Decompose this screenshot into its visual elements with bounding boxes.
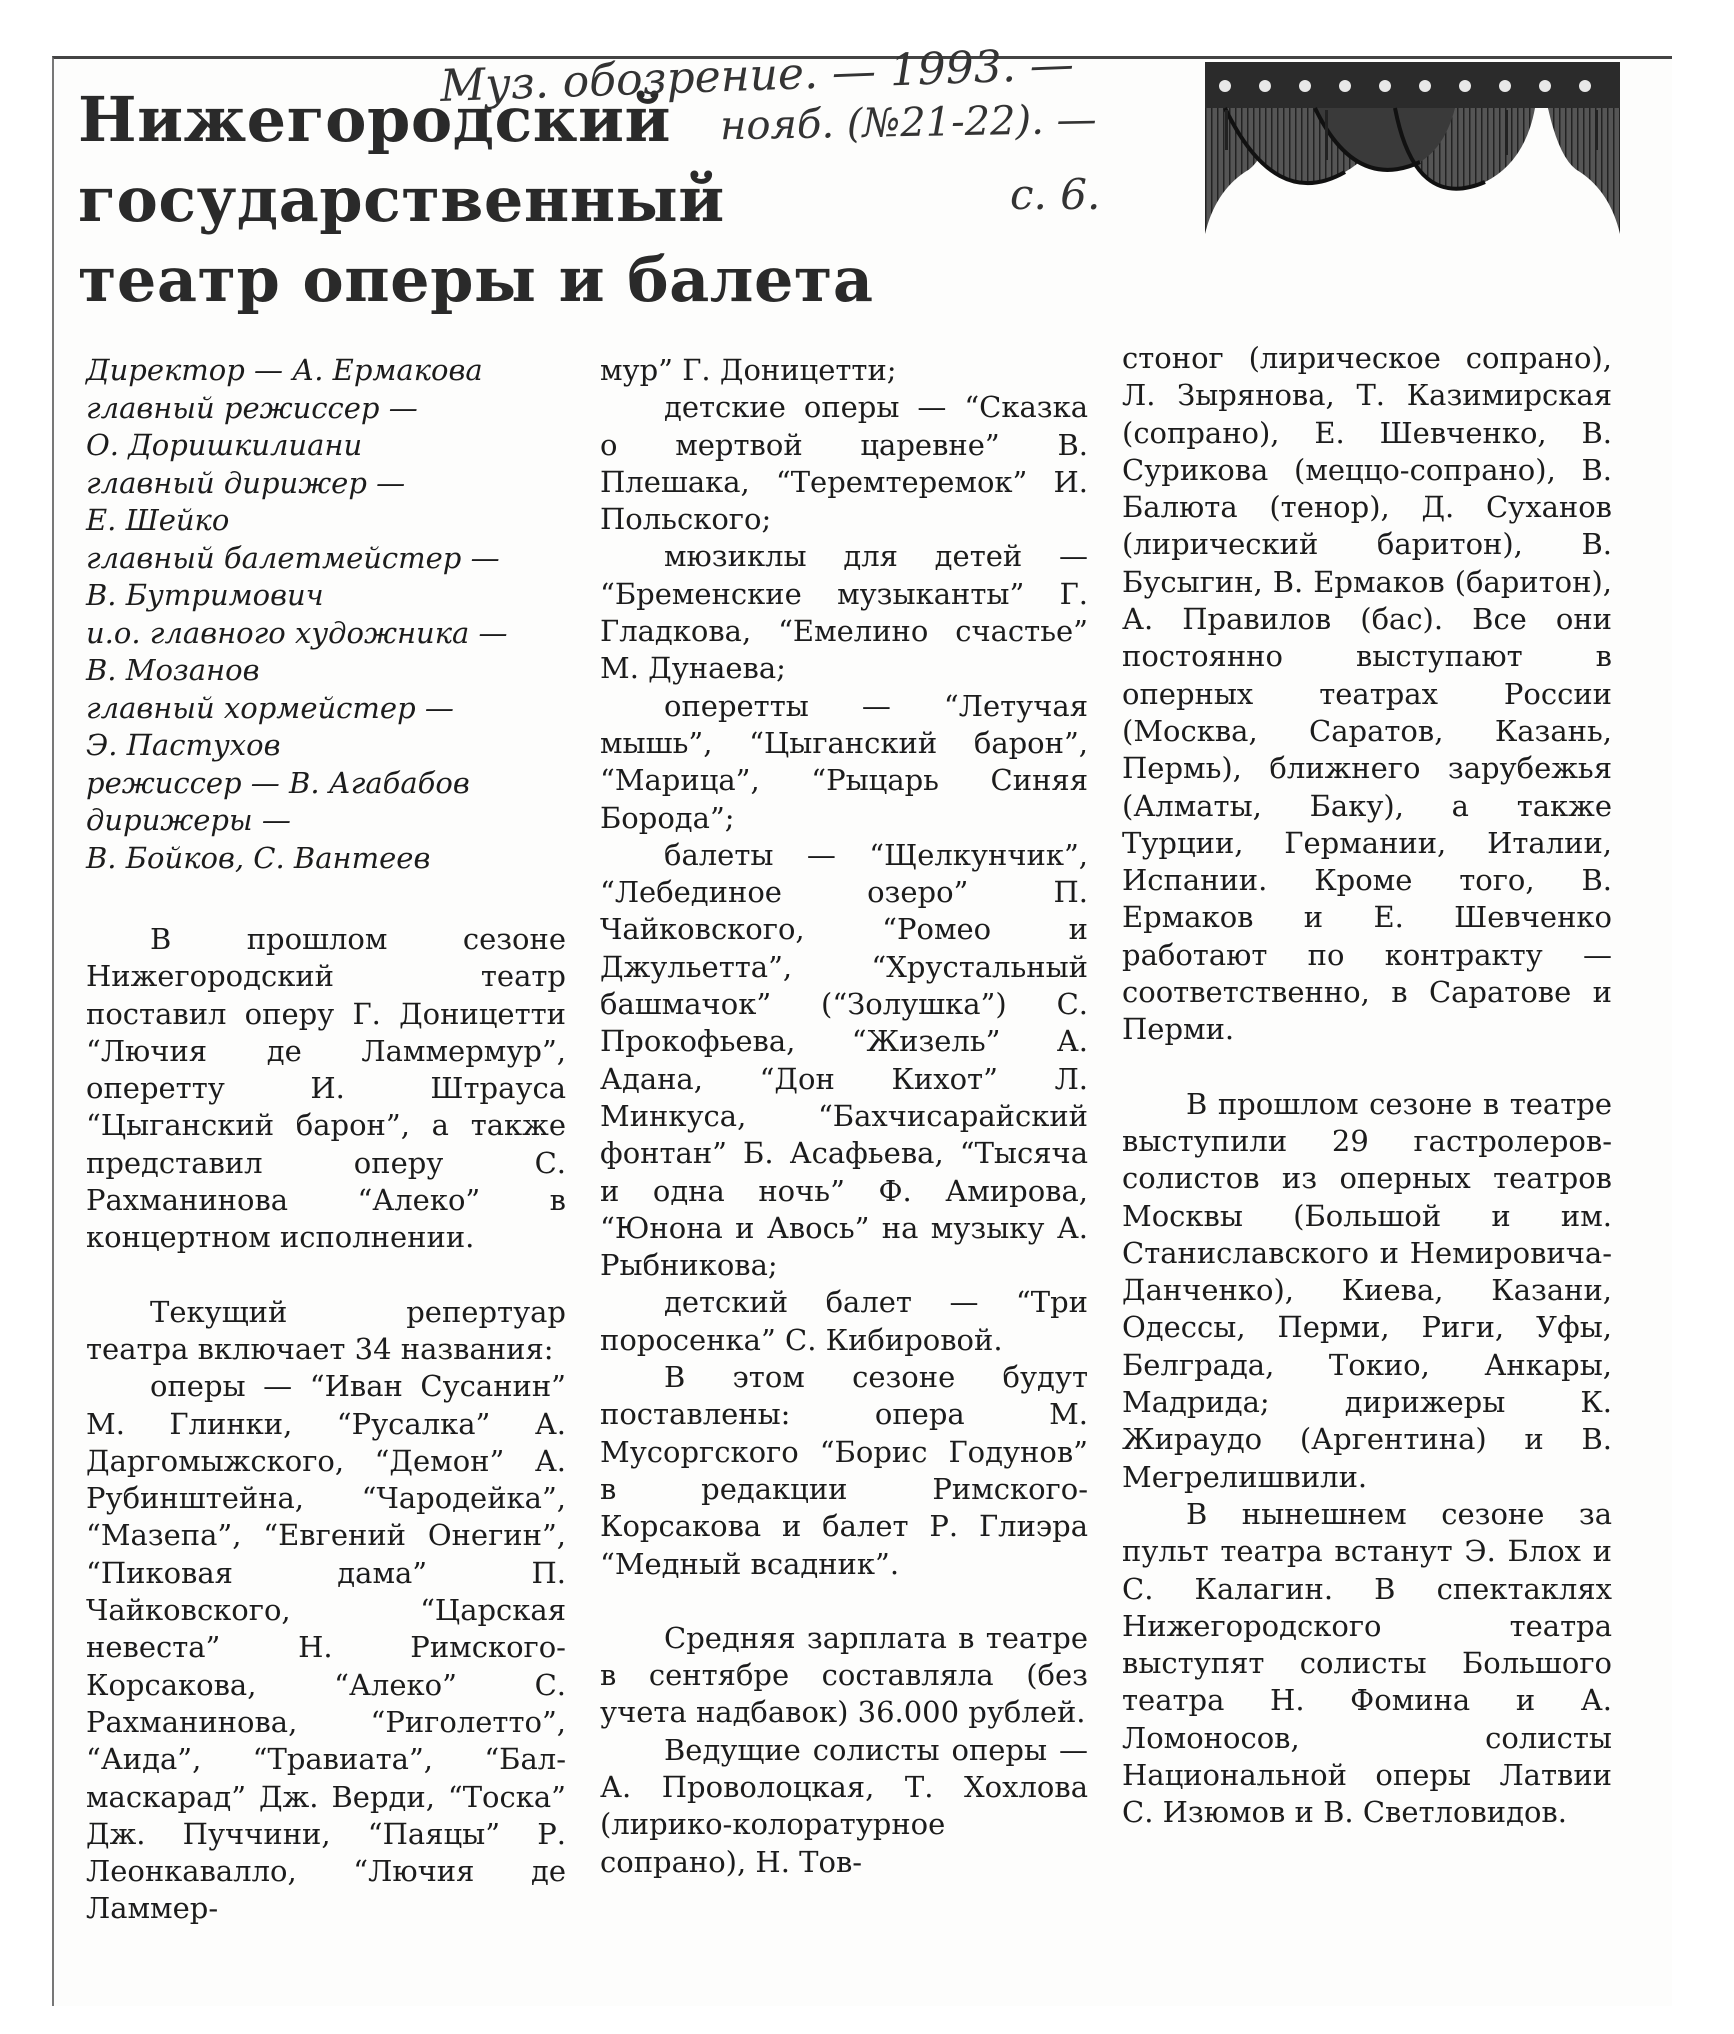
staff-line: главный балетмейстер — — [86, 540, 500, 575]
column-1 — [86, 352, 566, 1928]
staff-line: режиссер — В. Агабабов — [86, 765, 470, 800]
handwritten-source-line-2: нояб. (№21-22). — — [719, 96, 1097, 150]
staff-line: и.о. главного художника — — [86, 615, 508, 650]
staff-line: Е. Шейко — [86, 503, 230, 537]
staff-line: О. Доришкилиани — [86, 428, 363, 462]
paragraph-guest-soloists: В прошлом сезоне в театре выступили 29 гастролеров-солистов из оперных театров Москвы (Большой и им. Станиславского и Немировича-Данченко), Киева, Казани, Одессы, Перми, Риги, Уфы, Белграда, Токио, Анкары, Мадрида; дирижеры К. Жираудо (Аргентина) и В. Мегрелишвили. — [1122, 1086, 1612, 1494]
staff-line: Э. Пастухов — [86, 728, 281, 762]
paragraph-soloists-continued: стоног (лирическое сопрано), Л. Зырянова, Т. Казимирская (сопрано), Е. Шевченко, В. Сурикова (меццо-сопрано), В. Балюта (тенор), Д. Суханов (лирический баритон), В. Бусыгин, В. Ермаков (баритон), А. Правилов (бас). Все они постоянно выступают в оперных театрах России (Москва, Саратов, Казань, Пермь), ближнего зарубежья (Алматы, Баку), а также Турции, Германии, Италии, Испании. Кроме того, В. Ермаков и Е. Шевченко работают по контракту — соответственно, в Саратове и Перми. — [1122, 341, 1612, 1047]
staff-line: главный хормейстер — — [86, 690, 454, 725]
paragraph-operettas: оперетты — “Летучая мышь”, “Цыганский барон”, “Марица”, “Рыцарь Синяя Борода”; — [600, 688, 1088, 835]
staff-line: Директор — А. Ермакова — [86, 353, 483, 387]
paragraph-operas: оперы — “Иван Сусанин” М. Глинки, “Русалка” А. Даргомыжского, “Демон” А. Рубинштейна, “Чародейка”, “Мазепа”, “Евгений Онегин”, “Пиковая дама” П. Чайковского, “Царская невеста” Н. Римского-Корсакова, “Алеко” С. Рахманинова, “Риголетто”, “Аида”, “Травиата”, “Бал-маскарад” Дж. Верди, “Тоска” Дж. Пуччини, “Паяцы” Р. Леонкавалло, “Лючия де Ламмер- — [86, 1369, 566, 1926]
paragraph-last-season: В прошлом сезоне Нижегородский театр поставил оперу Г. Доницетти “Лючия де Ламмермур”, оперетту И. Штрауса “Цыганский барон”, а также представил оперу С. Рахманинова “Алеко” в концертном исполнении. — [86, 922, 566, 1255]
column-3 — [1122, 340, 1612, 1832]
paragraph-children-ballet: детский балет — “Три поросенка” С. Кибировой. — [600, 1285, 1088, 1357]
staff-list — [86, 352, 566, 877]
paragraph-salary: Средняя зарплата в театре в сентябре составляла (без учета надбавок) 36.000 рублей. — [600, 1620, 1088, 1730]
paragraph-current-season: В нынешнем сезоне за пульт театра встанут Э. Блох и С. Калагин. В спектаклях Нижегородского театра выступят солисты Большого театра Н. Фомина и А. Ломоносов, солисты Национальной оперы Латвии С. Изюмов и В. Светловидов. — [1122, 1496, 1612, 1830]
staff-line: главный дирижер — — [86, 465, 406, 500]
headline-line-2: государственный — [78, 163, 725, 236]
handwritten-source-line-1: Муз. обозрение. — 1993. — — [439, 38, 1075, 113]
staff-line: В. Мозанов — [86, 653, 260, 687]
headline-line-1: Нижегородский — [78, 83, 671, 156]
paragraph-musicals: мюзиклы для детей — “Бременские музыканты” Г. Гладкова, “Емелино счастье” М. Дунаева; — [600, 539, 1088, 686]
paragraph-soloists: Ведущие солисты оперы — А. Проволоцкая, Т. Хохлова (лирико-колоратурное сопрано), Н. Тов- — [600, 1732, 1088, 1879]
handwritten-page-number: с. 6. — [1010, 170, 1101, 219]
headline-line-3: театр оперы и балета — [78, 243, 874, 316]
paragraph-repertoire-intro: Текущий репертуар театра включает 34 названия: — [86, 1294, 566, 1366]
staff-line: главный режиссер — — [86, 390, 418, 425]
paragraph-children-operas: детские оперы — “Сказка о мертвой царевне” В. Плешака, “Теремтеремок” И. Польского; — [600, 390, 1088, 537]
staff-line: дирижеры — — [86, 803, 291, 837]
paragraph-ballets: балеты — “Щелкунчик”, “Лебединое озеро” П. Чайковского, “Ромео и Джульетта”, “Хрустальный башмачок” (“Золушка”) С. Прокофьева, “Жизель” А. Адана, “Дон Кихот” Л. Минкуса, “Бахчисарайский фонтан” Б. Асафьева, “Тысяча и одна ночь” Ф. Амирова, “Юнона и Авось” на музыку А. Рыбникова; — [600, 837, 1088, 1283]
staff-line: В. Бойков, С. Вантеев — [86, 840, 431, 875]
column-2 — [600, 352, 1088, 1881]
paragraph-continuation: мур” Г. Доницетти; — [600, 353, 897, 387]
paragraph-this-season: В этом сезоне будут поставлены: опера М. Мусоргского “Борис Годунов” в редакции Римского-Корсакова и балет Р. Глиэра “Медный всадник”. — [600, 1360, 1088, 1581]
staff-line: В. Бутримович — [86, 578, 324, 612]
theater-curtain-illustration — [1205, 62, 1620, 234]
